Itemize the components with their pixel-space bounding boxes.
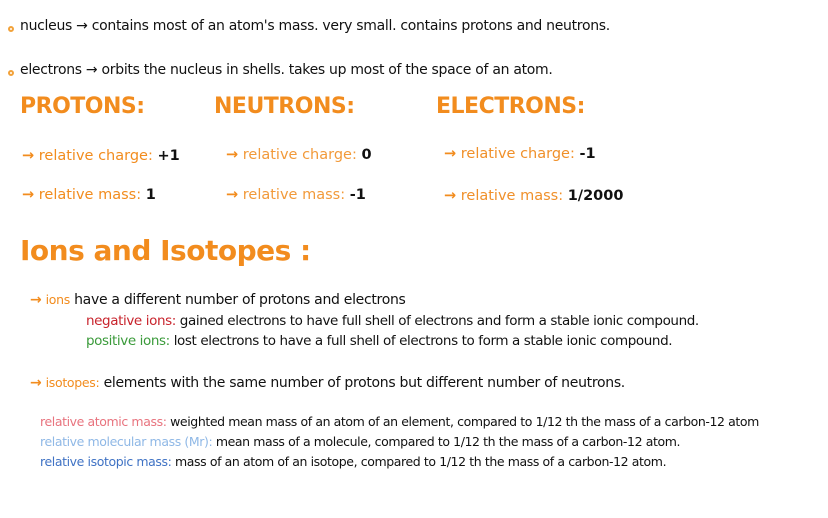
ram-text: weighted mean mass of an atom of an element, compared to 1/12 th the mass of a carbon-12 atom bbox=[170, 414, 759, 429]
ram-line bbox=[40, 414, 759, 429]
neutrons-heading: NEUTRONS: bbox=[214, 94, 355, 119]
arrow-right-icon: → bbox=[22, 148, 35, 164]
arrow-right-icon: → bbox=[226, 187, 239, 203]
arrow-right-icon: → bbox=[444, 146, 457, 162]
rmm-text: mean mass of a molecule, compared to 1/12 th the mass of a carbon-12 atom. bbox=[215, 434, 681, 449]
neutrons-charge-label: relative charge: bbox=[242, 147, 357, 163]
neutrons-mass-value: -1 bbox=[349, 187, 366, 203]
positive-ions-label: positive ions: bbox=[86, 333, 170, 349]
neutrons-charge bbox=[226, 147, 372, 163]
neutrons-mass bbox=[226, 187, 366, 203]
negative-ions-line bbox=[86, 313, 699, 329]
positive-ions-line bbox=[86, 333, 672, 349]
arrow-right-icon: → bbox=[444, 188, 457, 204]
protons-charge bbox=[22, 148, 180, 164]
ions-text: have a different number of protons and electrons bbox=[74, 292, 406, 308]
neutrons-mass-label: relative mass: bbox=[242, 187, 346, 203]
rmm-label: relative molecular mass (Mr): bbox=[40, 434, 213, 449]
electrons-mass bbox=[444, 188, 623, 204]
protons-heading: PROTONS: bbox=[20, 94, 145, 119]
protons-charge-label: relative charge: bbox=[38, 148, 153, 164]
rim-line bbox=[40, 454, 666, 469]
electrons-mass-value: 1/2000 bbox=[567, 188, 624, 204]
nucleus-note: nucleus → contains most of an atom's mass. very small. contains protons and neutrons. bbox=[20, 18, 610, 34]
rmm-line bbox=[40, 434, 680, 449]
isotopes-text: elements with the same number of protons but different number of neutrons. bbox=[103, 375, 625, 391]
ions-line bbox=[30, 292, 406, 308]
ram-label: relative atomic mass: bbox=[40, 414, 167, 429]
isotopes-line bbox=[30, 375, 625, 391]
electrons-heading: ELECTRONS: bbox=[436, 94, 585, 119]
arrow-right-icon: → bbox=[30, 292, 42, 308]
rim-label: relative isotopic mass: bbox=[40, 454, 172, 469]
electrons-charge bbox=[444, 146, 596, 162]
protons-mass bbox=[22, 187, 156, 203]
ions-label: ions bbox=[45, 292, 70, 307]
electrons-mass-label: relative mass: bbox=[460, 188, 564, 204]
arrow-right-icon: → bbox=[22, 187, 35, 203]
arrow-right-icon: → bbox=[30, 375, 42, 391]
protons-mass-value: 1 bbox=[145, 187, 156, 203]
arrow-right-icon: → bbox=[226, 147, 239, 163]
rim-text: mass of an atom of an isotope, compared to 1/12 th the mass of a carbon-12 atom. bbox=[175, 454, 667, 469]
electrons-charge-value: -1 bbox=[579, 146, 596, 162]
neutrons-charge-value: 0 bbox=[361, 147, 372, 163]
ions-isotopes-title: Ions and Isotopes : bbox=[20, 234, 311, 267]
protons-charge-value: +1 bbox=[157, 148, 180, 164]
bullet-icon bbox=[8, 70, 14, 76]
positive-ions-text: lost electrons to have a full shell of electrons to form a stable ionic compound. bbox=[173, 333, 673, 349]
bullet-icon bbox=[8, 26, 14, 32]
negative-ions-text: gained electrons to have full shell of electrons and form a stable ionic compound. bbox=[179, 313, 699, 329]
electrons-charge-label: relative charge: bbox=[460, 146, 575, 162]
isotopes-label: isotopes: bbox=[45, 375, 100, 390]
protons-mass-label: relative mass: bbox=[38, 187, 142, 203]
negative-ions-label: negative ions: bbox=[86, 313, 176, 329]
electrons-note: electrons → orbits the nucleus in shells. takes up most of the space of an atom. bbox=[20, 62, 553, 78]
